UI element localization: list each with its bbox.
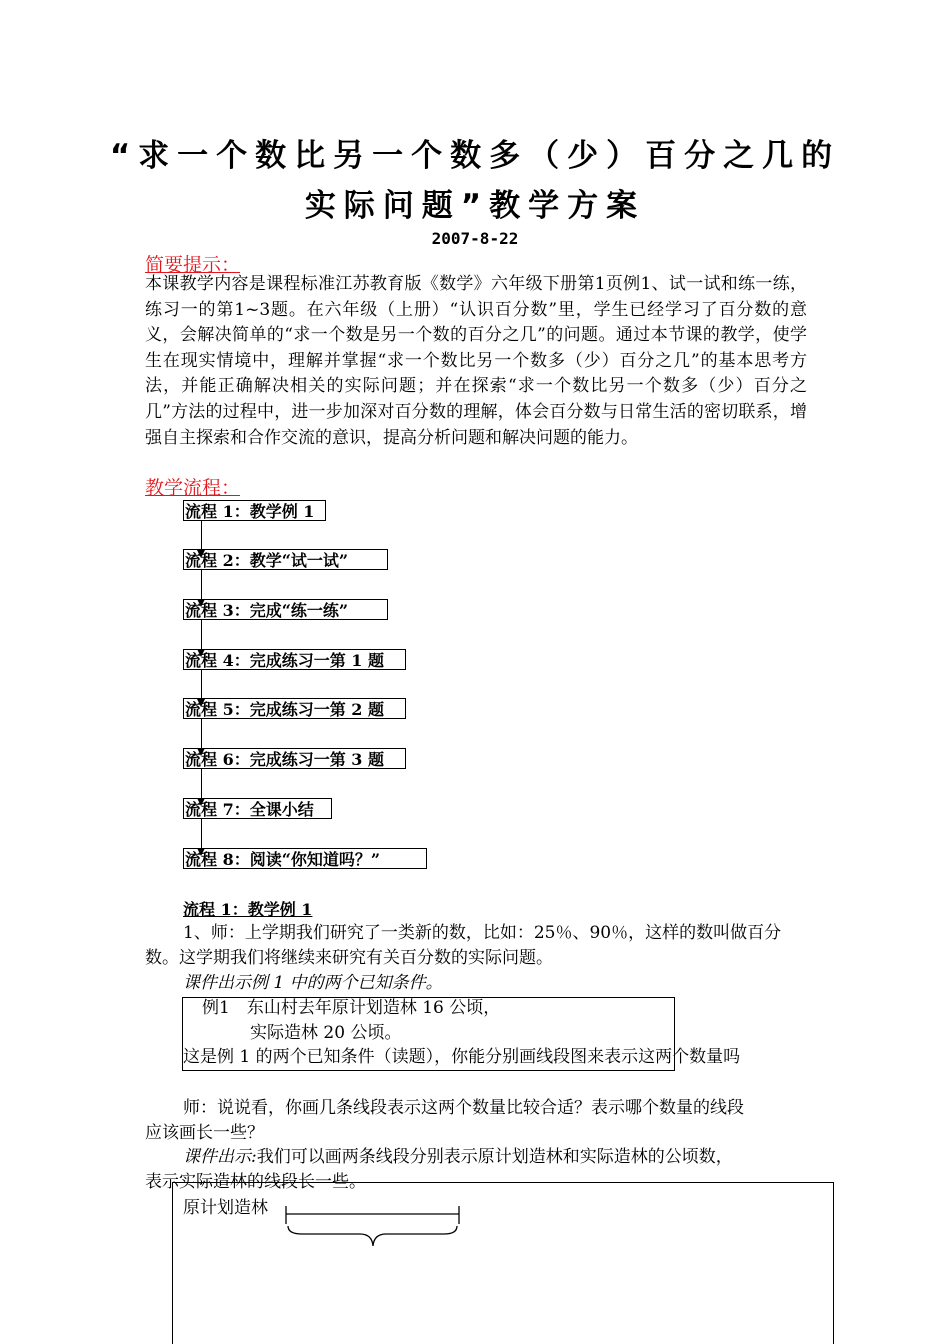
diagram-label-planned: 原计划造林 xyxy=(183,1198,268,1218)
document-title-line2: 实际问题”教学方案 xyxy=(304,188,646,224)
summary-heading: 简要提示： xyxy=(145,254,241,276)
flow-step-5: 流程 5：完成练习一第 2 题 xyxy=(183,698,406,719)
flow-step-4: 流程 4：完成练习一第 1 题 xyxy=(183,649,406,670)
courseware-label: 课件出示: xyxy=(183,1147,257,1167)
flow-step-3: 流程 3：完成“练一练” xyxy=(183,599,388,620)
courseware-line-1 xyxy=(183,1145,733,1170)
flow-heading: 教学流程： xyxy=(145,477,241,499)
courseware-line-2: 表示实际造林的线段长一些。 xyxy=(145,1172,366,1192)
line-diagram-box xyxy=(172,1182,834,1344)
flow-step-2: 流程 2：教学“试一试” xyxy=(183,549,388,570)
courseware-note: 课件出示例 1 中的两个已知条件。 xyxy=(183,973,443,993)
example-line-1: 例1 东山村去年原计划造林 16 公顷， xyxy=(202,998,501,1018)
question-line-1: 师：说说看，你画几条线段表示这两个数量比较合适？表示哪个数量的线段 xyxy=(183,1098,744,1118)
flow-step-1: 流程 1：教学例 1 xyxy=(183,500,326,521)
flow-step-8: 流程 8：阅读“你知道吗？” xyxy=(183,848,427,869)
teacher-line-1: 1、师：上学期我们研究了一类新的数，比如：25％、90％，这样的数叫做百分 xyxy=(183,923,782,943)
flow-arrow xyxy=(201,769,202,799)
flow-arrow xyxy=(201,819,202,849)
flow-arrow xyxy=(201,521,202,551)
flow-step-7: 流程 7：全课小结 xyxy=(183,798,332,819)
document-title-line1: “求一个数比另一个数多（少）百分之几的 xyxy=(109,138,841,174)
example-question: 这是例 1 的两个已知条件（读题），你能分别画线段图来表示这两个数量吗 xyxy=(183,1047,741,1067)
document-date: 2007-8-22 xyxy=(431,229,519,248)
brace-icon xyxy=(288,1226,457,1246)
flow-arrow xyxy=(201,570,202,600)
question-line-2: 应该画长一些？ xyxy=(145,1123,264,1143)
section1-title: 流程 1：教学例 1 xyxy=(183,900,313,919)
flow-arrow xyxy=(201,719,202,749)
flow-step-6: 流程 6：完成练习一第 3 题 xyxy=(183,748,406,769)
summary-text: 本课教学内容是课程标准江苏教育版《数学》六年级下册第1页例1、试一试和练一练，练习一的第1~3题。在六年级（上册）“认识百分数”里，学生已经学习了百分数的意义，会解决简单的“求一个数是另一个数的百分之几”的问题。通过本节课的教学，使学生在现实情境中，理解并掌握“求一个数比另一个数多（少）百分之几”的基本思考方法，并能正确解决相关的实际问题；并在探索“求一个数比另一个数多（少）百分之几”方法的过程中，进一步加深对百分数的理解，体会百分数与日常生活的密切联系，增强自主探索和合作交流的意识，提高分析问题和解决问题的能力。 xyxy=(145,274,807,448)
flow-arrow xyxy=(201,670,202,700)
flow-arrow xyxy=(201,620,202,650)
example-line-2: 实际造林 20 公顷。 xyxy=(250,1023,402,1043)
courseware-text-1: 我们可以画两条线段分别表示原计划造林和实际造林的公顷数， xyxy=(256,1147,733,1167)
brace-diagram xyxy=(280,1200,470,1256)
teacher-line-2: 数。这学期我们将继续来研究有关百分数的实际问题。 xyxy=(145,948,553,968)
